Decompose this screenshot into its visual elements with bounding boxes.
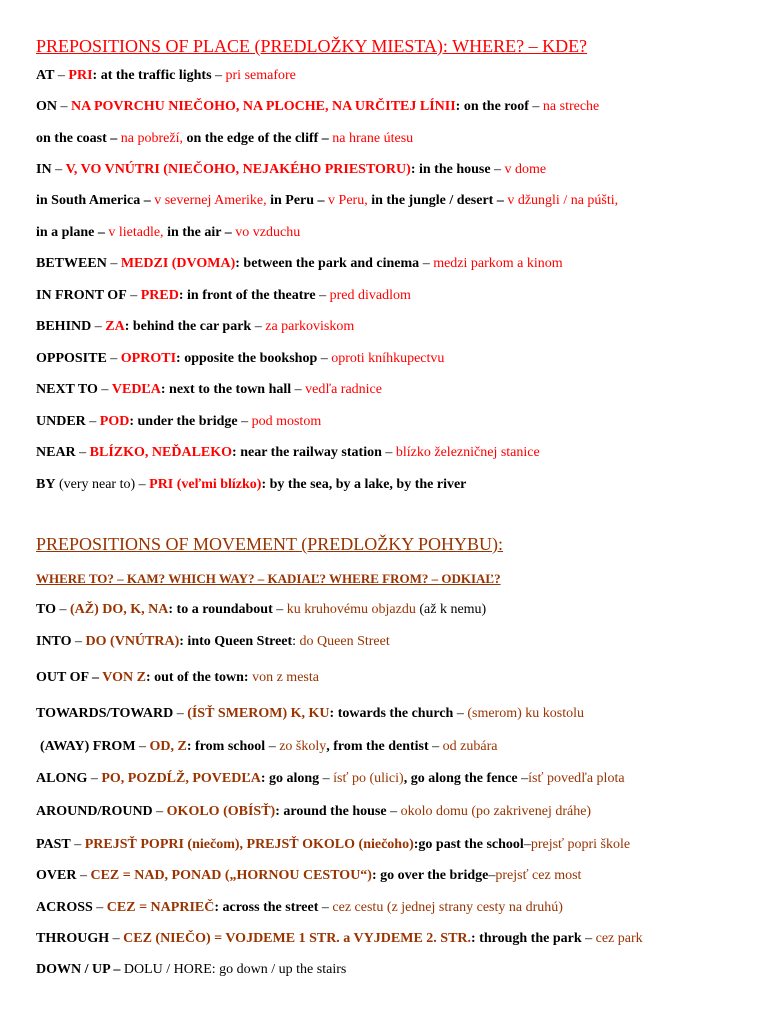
line-segment: – bbox=[291, 382, 306, 397]
movement-line-into bbox=[36, 632, 390, 652]
line-segment: – bbox=[75, 445, 90, 460]
line-segment: in the air – bbox=[167, 225, 236, 240]
line-segment: OKOLO (OBÍSŤ) bbox=[166, 804, 276, 819]
line-segment: MEDZI (DVOMA) bbox=[120, 256, 236, 271]
line-segment: PRI bbox=[68, 68, 93, 83]
line-segment: – bbox=[315, 288, 330, 303]
movement-subheading: WHERE TO? – KAM? WHICH WAY? – KADIAĽ? WHERE FROM? – ODKIAĽ? bbox=[36, 571, 501, 586]
line-segment: DO (VNÚTRA) bbox=[85, 634, 180, 649]
line-segment: VEDĽA bbox=[111, 382, 161, 397]
line-segment: on the coast – bbox=[36, 131, 121, 146]
place-line-in-front-of bbox=[36, 286, 411, 306]
line-segment: OVER bbox=[36, 868, 77, 883]
movement-line-over bbox=[36, 866, 581, 886]
line-segment: – bbox=[55, 602, 70, 617]
place-line-opposite bbox=[36, 349, 444, 369]
line-segment: : go along bbox=[260, 771, 320, 786]
line-segment: in South America – bbox=[36, 193, 155, 208]
line-segment: : behind the car park bbox=[124, 319, 252, 334]
line-segment: NA POVRCHU NIEČOHO, NA PLOCHE, NA URČITEJ LÍNII bbox=[71, 99, 456, 114]
line-segment: : go over the bridge bbox=[371, 868, 489, 883]
line-segment: : into Queen Street bbox=[179, 634, 293, 649]
line-segment: – bbox=[419, 256, 434, 271]
line-segment: ZA bbox=[105, 319, 125, 334]
line-segment: – bbox=[386, 804, 401, 819]
place-line-on bbox=[36, 97, 599, 117]
place-heading: PREPOSITIONS OF PLACE (PREDLOŽKY MIESTA): WHERE? – KDE? bbox=[36, 36, 588, 56]
line-segment: prejsť cez most bbox=[495, 868, 582, 883]
line-segment: PAST bbox=[36, 837, 71, 852]
line-segment: THROUGH bbox=[36, 931, 110, 946]
line-segment: PREJSŤ POPRI (niečom), PREJSŤ OKOLO (niečoho) bbox=[84, 837, 414, 852]
line-segment: – bbox=[428, 739, 443, 754]
line-segment: : to a roundabout bbox=[168, 602, 273, 617]
line-segment: vedľa radnice bbox=[305, 382, 382, 397]
line-segment: – bbox=[490, 162, 505, 177]
line-segment: OPROTI bbox=[120, 351, 177, 366]
movement-heading: PREPOSITIONS OF MOVEMENT (PREDLOŽKY POHYBU): bbox=[36, 534, 504, 554]
line-segment: – bbox=[76, 868, 91, 883]
line-segment: (ÍSŤ SMEROM) K, KU bbox=[187, 706, 330, 721]
line-segment: – bbox=[237, 414, 252, 429]
line-segment: medzi parkom a kinom bbox=[433, 256, 563, 271]
line-segment: : under the bridge bbox=[129, 414, 238, 429]
line-segment: na hrane útesu bbox=[332, 131, 414, 146]
line-segment: v Peru, bbox=[328, 193, 372, 208]
line-segment: – bbox=[317, 351, 332, 366]
place-line-on-examples bbox=[36, 129, 413, 149]
movement-line-around bbox=[36, 802, 591, 822]
line-segment: – bbox=[251, 319, 266, 334]
line-segment: : out of the town: bbox=[145, 670, 253, 685]
line-segment: : opposite the bookshop bbox=[176, 351, 318, 366]
line-segment: INTO bbox=[36, 634, 72, 649]
line-segment: TOWARDS/TOWARD bbox=[36, 706, 174, 721]
line-segment: V, VO VNÚTRI (NIEČOHO, NEJAKÉHO PRIESTORU) bbox=[65, 162, 411, 177]
line-segment: : on the roof bbox=[455, 99, 529, 114]
line-segment: POD bbox=[99, 414, 130, 429]
line-segment: AT bbox=[36, 68, 55, 83]
line-segment: (AWAY) FROM bbox=[40, 739, 136, 754]
line-segment: NEAR bbox=[36, 445, 76, 460]
line-segment: (smerom) ku kostolu bbox=[467, 706, 584, 721]
line-segment: – bbox=[528, 99, 543, 114]
line-segment: : bbox=[292, 634, 300, 649]
line-segment: TO bbox=[36, 602, 56, 617]
movement-line-to bbox=[36, 600, 486, 620]
movement-line-out-of bbox=[36, 668, 319, 688]
line-segment: – bbox=[523, 837, 531, 852]
line-segment: DOLU / HORE: go down / up the stairs bbox=[123, 962, 347, 977]
line-segment: OD, Z bbox=[149, 739, 187, 754]
line-segment: AROUND/ROUND bbox=[36, 804, 153, 819]
line-segment: – bbox=[152, 804, 167, 819]
line-segment: PRED bbox=[140, 288, 179, 303]
line-segment: ON bbox=[36, 99, 57, 114]
line-segment: CEZ (NIEČO) = VOJDEME 1 STR. a VYJDEME 2. STR. bbox=[123, 931, 472, 946]
line-segment: pred divadlom bbox=[329, 288, 411, 303]
line-segment: : in the house bbox=[410, 162, 491, 177]
line-segment: – bbox=[581, 931, 596, 946]
line-segment: : near the railway station bbox=[232, 445, 382, 460]
movement-line-along bbox=[36, 769, 625, 789]
line-segment: – bbox=[71, 634, 86, 649]
line-segment: oproti kníhkupectvu bbox=[331, 351, 445, 366]
line-segment: UNDER bbox=[36, 414, 86, 429]
line-segment: : across the street bbox=[214, 900, 319, 915]
line-segment: prejsť popri škole bbox=[530, 837, 631, 852]
line-segment: OPPOSITE bbox=[36, 351, 107, 366]
movement-line-down-up bbox=[36, 960, 346, 980]
line-segment: : towards the church bbox=[329, 706, 454, 721]
place-line-at bbox=[36, 66, 296, 86]
line-segment: v lietadle, bbox=[108, 225, 168, 240]
line-segment: : through the park bbox=[471, 931, 582, 946]
line-segment: in a plane – bbox=[36, 225, 109, 240]
line-segment: ALONG bbox=[36, 771, 88, 786]
place-line-behind bbox=[36, 317, 354, 337]
line-segment: – bbox=[126, 288, 141, 303]
line-segment: – bbox=[135, 739, 150, 754]
line-segment: von z mesta bbox=[252, 670, 319, 685]
line-segment: – bbox=[106, 256, 121, 271]
line-segment: in Peru – bbox=[270, 193, 329, 208]
line-segment: IN FRONT OF bbox=[36, 288, 127, 303]
line-segment: : between the park and cinema bbox=[235, 256, 420, 271]
line-segment: od zubára bbox=[442, 739, 498, 754]
line-segment: : next to the town hall bbox=[160, 382, 292, 397]
line-segment: (very near to) – bbox=[55, 477, 150, 492]
line-segment: IN bbox=[36, 162, 52, 177]
line-segment: – bbox=[51, 162, 66, 177]
line-segment: : by the sea, by a lake, by the river bbox=[261, 477, 467, 492]
movement-line-from bbox=[40, 737, 497, 757]
line-segment: pod mostom bbox=[251, 414, 322, 429]
line-segment: na pobreží, bbox=[120, 131, 187, 146]
place-line-in-examples-2 bbox=[36, 223, 300, 243]
line-segment: : from school bbox=[186, 739, 266, 754]
line-segment: vo vzduchu bbox=[235, 225, 301, 240]
line-segment: on the edge of the cliff – bbox=[186, 131, 333, 146]
line-segment: BETWEEN bbox=[36, 256, 107, 271]
line-segment: : around the house bbox=[275, 804, 387, 819]
line-segment: – bbox=[92, 900, 107, 915]
place-line-in bbox=[36, 160, 546, 180]
place-line-near bbox=[36, 443, 540, 463]
line-segment: PO, POZDĹŽ, POVEDĽA bbox=[101, 771, 261, 786]
line-segment: in the jungle / desert – bbox=[371, 193, 508, 208]
line-segment: : at the traffic lights bbox=[92, 68, 212, 83]
line-segment: OUT OF – bbox=[36, 670, 103, 685]
line-segment: – bbox=[87, 771, 102, 786]
line-segment: – bbox=[54, 68, 69, 83]
line-segment: – bbox=[173, 706, 188, 721]
line-segment: blízko železničnej stanice bbox=[395, 445, 540, 460]
line-segment: – bbox=[70, 837, 85, 852]
line-segment: PRI (veľmi blízko) bbox=[149, 477, 262, 492]
line-segment: ísť po (ulici) bbox=[333, 771, 404, 786]
line-segment: – bbox=[57, 99, 71, 114]
line-segment: ACROSS bbox=[36, 900, 93, 915]
line-segment: v dome bbox=[504, 162, 547, 177]
movement-line-past bbox=[36, 835, 630, 855]
line-segment: :go past the school bbox=[413, 837, 524, 852]
movement-line-through bbox=[36, 929, 643, 949]
line-segment: do Queen Street bbox=[299, 634, 390, 649]
line-segment: : in front of the theatre bbox=[178, 288, 316, 303]
line-segment: cez cestu (z jednej strany cesty na druhú) bbox=[332, 900, 563, 915]
line-segment: CEZ = NAPRIEČ bbox=[106, 900, 215, 915]
line-segment: – bbox=[318, 900, 333, 915]
line-segment: , from the dentist bbox=[326, 739, 429, 754]
line-segment: – bbox=[85, 414, 100, 429]
line-segment: ku kruhovému objazdu bbox=[286, 602, 416, 617]
line-segment: – bbox=[453, 706, 468, 721]
line-segment: (až k nemu) bbox=[415, 602, 487, 617]
movement-line-across bbox=[36, 898, 563, 918]
line-segment: VON Z bbox=[102, 670, 146, 685]
line-segment: za parkoviskom bbox=[265, 319, 355, 334]
place-line-by bbox=[36, 475, 466, 495]
line-segment: v severnej Amerike, bbox=[154, 193, 271, 208]
line-segment: – bbox=[109, 931, 124, 946]
line-segment: – bbox=[488, 868, 496, 883]
line-segment: cez park bbox=[595, 931, 643, 946]
line-segment: – bbox=[265, 739, 280, 754]
line-segment: NEXT TO bbox=[36, 382, 98, 397]
line-segment: – bbox=[517, 771, 529, 786]
line-segment: v džungli / na púšti, bbox=[507, 193, 619, 208]
place-line-next-to bbox=[36, 380, 382, 400]
line-segment: ísť povedľa plota bbox=[528, 771, 625, 786]
line-segment: – bbox=[272, 602, 287, 617]
line-segment: – bbox=[319, 771, 334, 786]
line-segment: – bbox=[106, 351, 121, 366]
line-segment: – bbox=[91, 319, 106, 334]
line-segment: – bbox=[381, 445, 396, 460]
line-segment: CEZ = NAD, PONAD („HORNOU CESTOU“) bbox=[90, 868, 372, 883]
line-segment: okolo domu (po zakrivenej dráhe) bbox=[400, 804, 592, 819]
line-segment: na streche bbox=[542, 99, 600, 114]
line-segment: DOWN / UP – bbox=[36, 962, 124, 977]
line-segment: (AŽ) DO, K, NA bbox=[69, 602, 169, 617]
line-segment: BY bbox=[36, 477, 56, 492]
movement-line-towards bbox=[36, 704, 584, 724]
line-segment: BEHIND bbox=[36, 319, 92, 334]
line-segment: BLÍZKO, NEĎALEKO bbox=[89, 445, 233, 460]
line-segment: , go along the fence bbox=[403, 771, 518, 786]
line-segment: – bbox=[211, 68, 226, 83]
line-segment: zo školy bbox=[279, 739, 327, 754]
place-line-in-examples-1 bbox=[36, 191, 618, 211]
place-line-between bbox=[36, 254, 563, 274]
line-segment: – bbox=[97, 382, 112, 397]
line-segment: pri semafore bbox=[225, 68, 296, 83]
place-line-under bbox=[36, 412, 321, 432]
